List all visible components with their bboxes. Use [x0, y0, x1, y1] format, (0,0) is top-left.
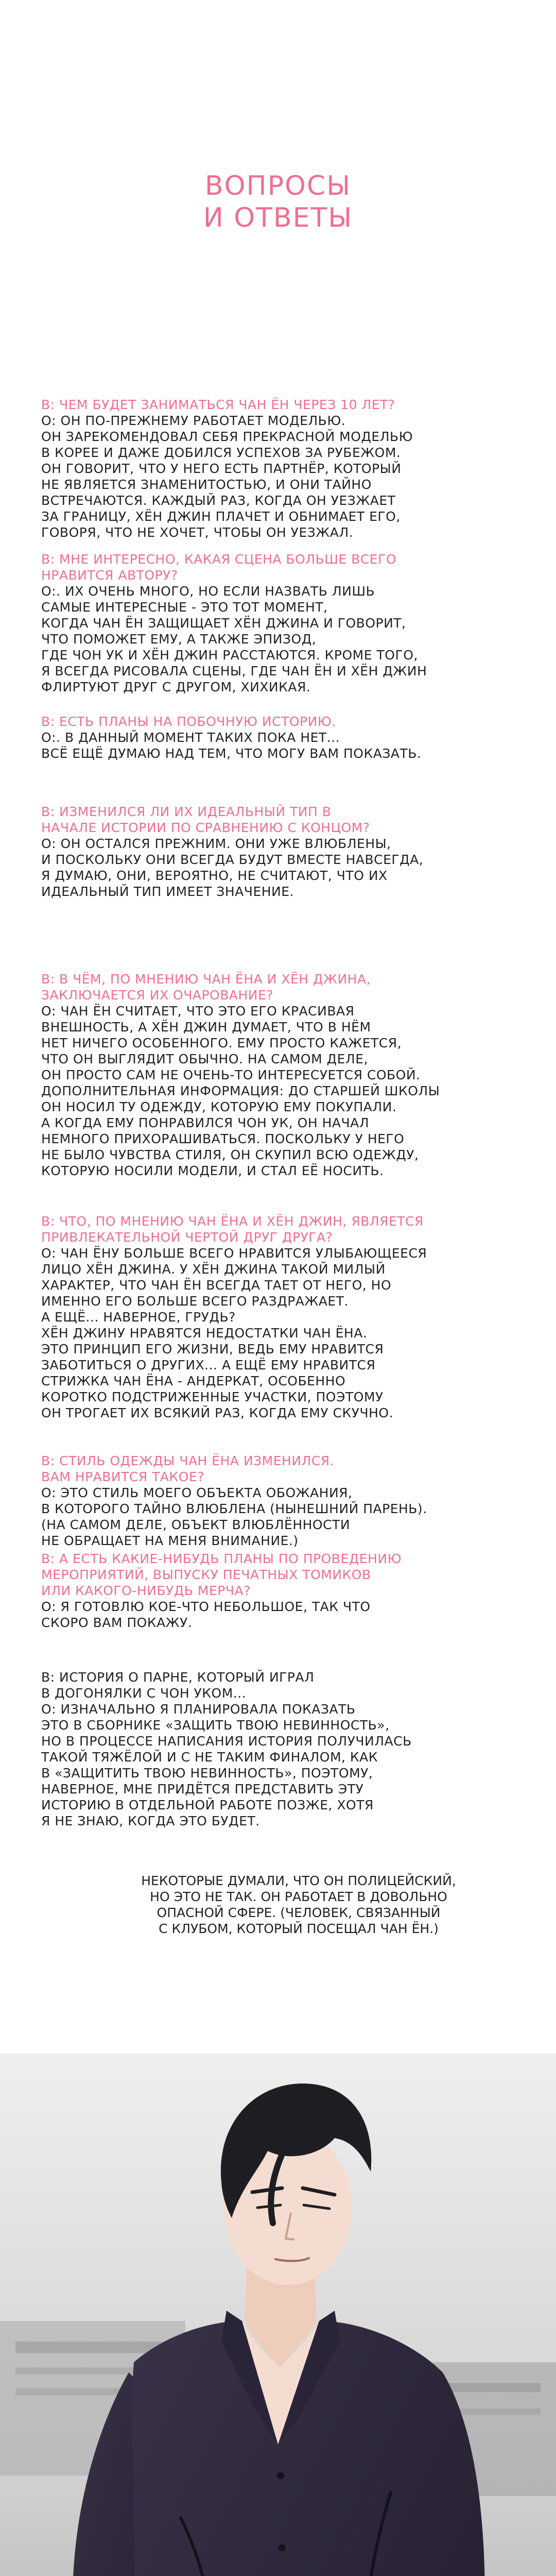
question-text: В: СТИЛЬ ОДЕЖДЫ ЧАН ЁНА ИЗМЕНИЛСЯ. ВАМ НРАВИТСЯ ТАКОЕ?: [41, 1453, 335, 1484]
answer-text: О: Я ГОТОВЛЮ КОЕ-ЧТО НЕБОЛЬШОЕ, ТАК ЧТО СКОРО ВАМ ПОКАЖУ.: [41, 1599, 371, 1630]
qa-item-4: [41, 804, 520, 900]
answer-text: О: ИЗНАЧАЛЬНО Я ПЛАНИРОВАЛА ПОКАЗАТЬ ЭТО В СБОРНИКЕ «ЗАЩИТЬ ТВОЮ НЕВИННОСТЬ», НО В ПРОЦЕССЕ НАПИСАНИЯ ИСТОРИЯ ПОЛУЧИЛАСЬ ТАКОЙ ТЯЖЁЛОЙ И С НЕ ТАКИМ ФИНАЛОМ, КАК В «ЗАЩИТИТЬ ТВОЮ НЕВИННОСТЬ», ПОЭТОМУ, НАВЕРНОЕ, МНЕ ПРИДЁТСЯ ПРЕДСТАВИТЬ ЭТУ ИСТОРИЮ В ОТДЕЛЬНОЙ РАБОТЕ ПОЗЖЕ, ХОТЯ Я НЕ ЗНАЮ, КОГДА ЭТО БУДЕТ.: [41, 1702, 412, 1828]
qa-item-2: [41, 551, 520, 695]
answer-text: О: ОН ОСТАЛСЯ ПРЕЖНИМ. ОНИ УЖЕ ВЛЮБЛЕНЫ, И ПОСКОЛЬКУ ОНИ ВСЕГДА БУДУТ ВМЕСТЕ НАВСЕГДА, Я ДУМАЮ, ОНИ, ВЕРОЯТНО, НЕ СЧИТАЮТ, ЧТО ИХ ИДЕАЛЬНЫЙ ТИП ИМЕЕТ ЗНАЧЕНИЕ.: [41, 836, 424, 899]
answer-text: О: ЧАН ЁНУ БОЛЬШЕ ВСЕГО НРАВИТСЯ УЛЫБАЮЩЕЕСЯ ЛИЦО ХЁН ДЖИНА. У ХЁН ДЖИНА ТАКОЙ МИЛЫЙ ХАРАКТЕР, ЧТО ЧАН ЁН ВСЕГДА ТАЕТ ОТ НЕГО, НО ИМЕННО ЕГО БОЛЬШЕ ВСЕГО РАЗДРАЖАЕТ. А ЕЩЁ... НАВЕРНОЕ, ГРУДЬ? ХЁН ДЖИНУ НРАВЯТСЯ НЕДОСТАТКИ ЧАН ЁНА. ЭТО ПРИНЦИП ЕГО ЖИЗНИ, ВЕДЬ ЕМУ НРАВИТСЯ ЗАБОТИТЬСЯ О ДРУГИХ... А ЕЩЁ ЕМУ НРАВИТСЯ СТРИЖКА ЧАН ЁНА - АНДЕРКАТ, ОСОБЕННО КОРОТКО ПОДСТРИЖЕННЫЕ УЧАСТКИ, ПОЭТОМУ ОН ТРОГАЕТ ИХ ВСЯКИЙ РАЗ, КОГДА ЕМУ СКУЧНО.: [41, 1246, 427, 1420]
qa-item-9: [41, 1669, 520, 1829]
question-text: В: ЕСТЬ ПЛАНЫ НА ПОБОЧНУЮ ИСТОРИЮ.: [41, 714, 336, 729]
shirt-button: [279, 2544, 286, 2551]
answer-text: О:. В ДАННЫЙ МОМЕНТ ТАКИХ ПОКА НЕТ... ВСЁ ЕЩЁ ДУМАЮ НАД ТЕМ, ЧТО МОГУ ВАМ ПОКАЗАТЬ.: [41, 730, 422, 761]
answer-text: О: ЧАН ЁН СЧИТАЕТ, ЧТО ЭТО ЕГО КРАСИВАЯ ВНЕШНОСТЬ, А ХЁН ДЖИН ДУМАЕТ, ЧТО В НЁМ НЕТ НИЧЕГО ОСОБЕННОГО. ЕМУ ПРОСТО КАЖЕТСЯ, ЧТО ОН ВЫГЛЯДИТ ОБЫЧНО. НА САМОМ ДЕЛЕ, ОН ПРОСТО САМ НЕ ОЧЕНЬ-ТО ИНТЕРЕСУЕТСЯ СОБОЙ. ДОПОЛНИТЕЛЬНАЯ ИНФОРМАЦИЯ: ДО СТАРШЕЙ ШКОЛЫ ОН НОСИЛ ТУ ОДЕЖДУ, КОТОРУЮ ЕМУ ПОКУПАЛИ. А КОГДА ЕМУ ПОНРАВИЛСЯ ЧОН УК, ОН НАЧАЛ НЕМНОГО ПРИХОРАШИВАТЬСЯ. ПОСКОЛЬКУ У НЕГО НЕ БЫЛО ЧУВСТВА СТИЛЯ, ОН СКУПИЛ ВСЮ ОДЕЖДУ, КОТОРУЮ НОСИЛИ МОДЕЛИ, И СТАЛ ЕЁ НОСИТЬ.: [41, 1004, 440, 1178]
qa-item-5: [41, 971, 520, 1179]
question-text: В: А ЕСТЬ КАКИЕ-НИБУДЬ ПЛАНЫ ПО ПРОВЕДЕНИЮ МЕРОПРИЯТИЙ, ВЫПУСКУ ПЕЧАТНЫХ ТОМИКОВ ИЛИ КАКОГО-НИБУДЬ МЕРЧА?: [41, 1551, 402, 1598]
illustration-panel: [0, 2053, 556, 2576]
question-text: В: МНЕ ИНТЕРЕСНО, КАКАЯ СЦЕНА БОЛЬШЕ ВСЕГО НРАВИТСЯ АВТОРУ?: [41, 552, 397, 583]
qa-item-8: [41, 1551, 520, 1631]
page-title: [0, 170, 556, 234]
question-text: В: ИЗМЕНИЛСЯ ЛИ ИХ ИДЕАЛЬНЫЙ ТИП В НАЧАЛЕ ИСТОРИИ ПО СРАВНЕНИЮ С КОНЦОМ?: [41, 804, 370, 835]
qa-item-7: [41, 1453, 520, 1549]
qa-item-1: [41, 397, 520, 540]
footnote-text: НЕКОТОРЫЕ ДУМАЛИ, ЧТО ОН ПОЛИЦЕЙСКИЙ, НО ЭТО НЕ ТАК. ОН РАБОТАЕТ В ДОВОЛЬНО ОПАСНОЙ СФЕРЕ. (ЧЕЛОВЕК, СВЯЗАННЫЙ С КЛУБОМ, КОТОРЫЙ ПОСЕЩАЛ ЧАН ЁН.): [141, 1873, 456, 1936]
qa-item-3: [41, 714, 520, 761]
answer-text: О: ОН ПО-ПРЕЖНЕМУ РАБОТАЕТ МОДЕЛЬЮ. ОН ЗАРЕКОМЕНДОВАЛ СЕБЯ ПРЕКРАСНОЙ МОДЕЛЬЮ В КОРЕЕ И ДАЖЕ ДОБИЛСЯ УСПЕХОВ ЗА РУБЕЖОМ. ОН ГОВОРИТ, ЧТО У НЕГО ЕСТЬ ПАРТНЁР, КОТОРЫЙ НЕ ЯВЛЯЕТСЯ ЗНАМЕНИТОСТЬЮ, И ОНИ ТАЙНО ВСТРЕЧАЮТСЯ. КАЖДЫЙ РАЗ, КОГДА ОН УЕЗЖАЕТ ЗА ГРАНИЦУ, ХЁН ДЖИН ПЛАЧЕТ И ОБНИМАЕТ ЕГО, ГОВОРЯ, ЧТО НЕ ХОЧЕТ, ЧТОБЫ ОН УЕЗЖАЛ.: [41, 413, 413, 540]
answer-text: О:. ИХ ОЧЕНЬ МНОГО, НО ЕСЛИ НАЗВАТЬ ЛИШЬ САМЫЕ ИНТЕРЕСНЫЕ - ЭТО ТОТ МОМЕНТ, КОГДА ЧАН ЁН ЗАЩИЩАЕТ ХЁН ДЖИНА И ГОВОРИТ, ЧТО ПОМОЖЕТ ЕМУ, А ТАКЖЕ ЭПИЗОД, ГДЕ ЧОН УК И ХЁН ДЖИН РАССТАЮТСЯ. КРОМЕ ТОГО, Я ВСЕГДА РИСОВАЛА СЦЕНЫ, ГДЕ ЧАН ЁН И ХЁН ДЖИН ФЛИРТУЮТ ДРУГ С ДРУГОМ, ХИХИКАЯ.: [41, 584, 427, 694]
question-text: В: ИСТОРИЯ О ПАРНЕ, КОТОРЫЙ ИГРАЛ В ДОГОНЯЛКИ С ЧОН УКОМ...: [41, 1670, 315, 1701]
title-line-1: ВОПРОСЫ: [204, 171, 352, 201]
title-line-2: И ОТВЕТЫ: [203, 202, 353, 233]
answer-text: О: ЭТО СТИЛЬ МОЕГО ОБЪЕКТА ОБОЖАНИЯ, В КОТОРОГО ТАЙНО ВЛЮБЛЕНА (НЫНЕШНИЙ ПАРЕНЬ). (НА САМОМ ДЕЛЕ, ОБЪЕКТ ВЛЮБЛЁННОСТИ НЕ ОБРАЩАЕТ НА МЕНЯ ВНИМАНИЕ.): [41, 1485, 427, 1548]
question-text: В: В ЧЁМ, ПО МНЕНИЮ ЧАН ЁНА И ХЁН ДЖИНА, ЗАКЛЮЧАЕТСЯ ИХ ОЧАРОВАНИЕ?: [41, 972, 371, 1003]
shirt-button: [277, 2472, 284, 2479]
qa-item-6: [41, 1213, 520, 1421]
character-illustration: [0, 2053, 556, 2576]
question-text: В: ЧТО, ПО МНЕНИЮ ЧАН ЁНА И ХЁН ДЖИН, ЯВЛЯЕТСЯ ПРИВЛЕКАТЕЛЬНОЙ ЧЕРТОЙ ДРУГ ДРУГА?: [41, 1214, 424, 1245]
question-text: В: ЧЕМ БУДЕТ ЗАНИМАТЬСЯ ЧАН ЁН ЧЕРЕЗ 10 ЛЕТ?: [41, 397, 395, 412]
